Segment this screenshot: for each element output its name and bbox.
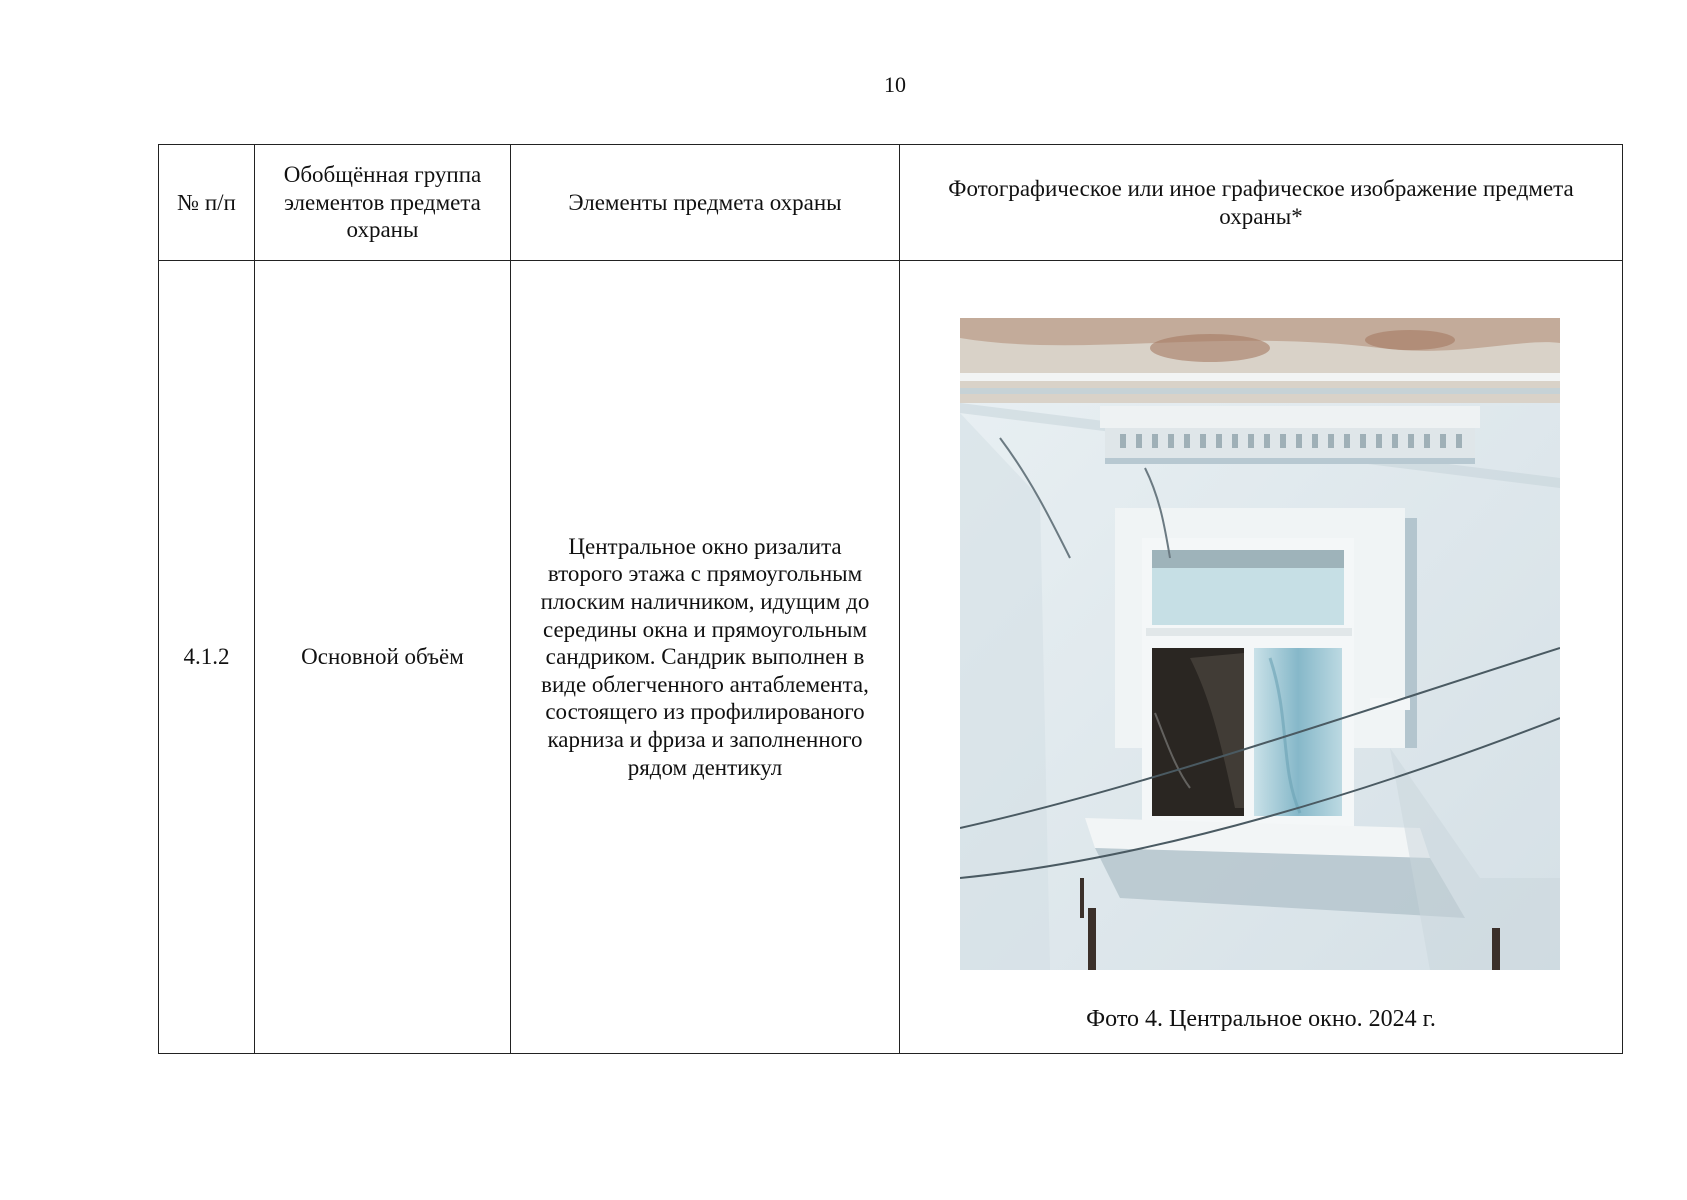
page-number: 10 <box>884 72 906 97</box>
header-number: № п/п <box>159 145 255 261</box>
window-photo <box>960 318 1560 970</box>
header-group: Обобщённая группа элементов предмета охраны <box>255 145 511 261</box>
header-image: Фотографическое или иное графическое изображение предмета охраны* <box>900 145 1623 261</box>
header-elements: Элементы предмета охраны <box>511 145 900 261</box>
row-photo-cell <box>900 261 1623 1054</box>
row-element-description: Центральное окно ризалита второго этажа с прямоугольным плоским наличником, идущим до середины окна и прямоугольным сандриком. Сандрик выполнен в виде облегченного антаблемента, состоящего из профилированого карниза и фриза и заполненного рядом дентикул <box>511 261 900 1054</box>
row-number: 4.1.2 <box>159 261 255 1054</box>
table-header-row <box>159 145 1623 261</box>
sandrik <box>1100 406 1480 428</box>
table-row <box>159 261 1623 1054</box>
row-group: Основной объём <box>255 261 511 1054</box>
photo-caption: Фото 4. Центральное окно. 2024 г. <box>1086 1006 1436 1032</box>
protection-table <box>158 144 1623 1054</box>
